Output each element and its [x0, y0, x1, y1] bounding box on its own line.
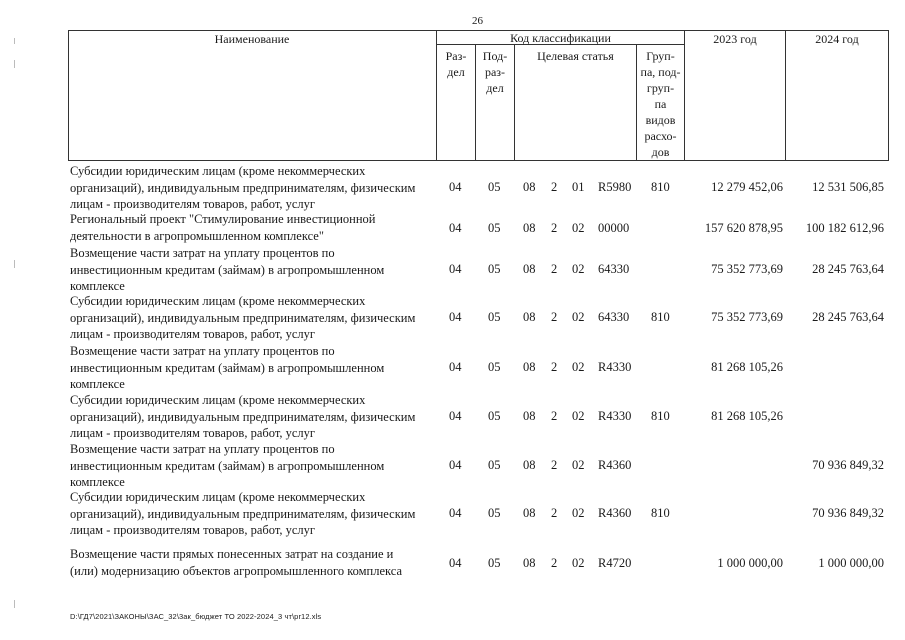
cell-target-subprogram: 2	[551, 458, 558, 472]
cell-amount-2024: 70 936 849,32	[812, 506, 884, 520]
cell-target-direction: R4330	[598, 360, 632, 374]
cell-razdel: 04	[449, 221, 462, 235]
cell-podrazdel: 05	[488, 180, 501, 194]
cell-target-project: 02	[572, 360, 585, 374]
page-number: 26	[472, 15, 483, 27]
cell-amount-2023: 75 352 773,69	[711, 310, 783, 324]
table-header	[68, 30, 888, 160]
cell-target-project: 02	[572, 221, 585, 235]
cell-podrazdel: 05	[488, 221, 501, 235]
cell-target-direction: R4720	[598, 556, 632, 570]
cell-target-subprogram: 2	[551, 360, 558, 374]
cell-target-project: 02	[572, 458, 585, 472]
cell-target-program: 08	[523, 556, 536, 570]
cell-amount-2023: 81 268 105,26	[711, 409, 783, 423]
row-name: Возмещение части затрат на уплату процентов по инвестиционным кредитам (займам) в агропромышленном комплексе	[70, 246, 385, 293]
file-path-footer: D:\ГД7\2021\ЗАКОНЫ\ЗАС_32\3ак_бюджет ТО 2022-2024_3 чт\pr12.xls	[70, 612, 322, 621]
cell-amount-2023: 75 352 773,69	[711, 262, 783, 276]
cell-amount-2024: 12 531 506,85	[812, 180, 884, 194]
cell-target-project: 02	[572, 310, 585, 324]
cell-razdel: 04	[449, 556, 462, 570]
cell-target-direction: 64330	[598, 310, 630, 324]
header-razdel: Раз- дел	[445, 49, 467, 79]
cell-podrazdel: 05	[488, 262, 501, 276]
cell-podrazdel: 05	[488, 506, 501, 520]
cell-amount-2024: 100 182 612,96	[805, 221, 884, 235]
cell-target-project: 02	[572, 556, 585, 570]
cell-target-program: 08	[523, 506, 536, 520]
cell-target-direction: R4360	[598, 458, 632, 472]
cell-podrazdel: 05	[488, 458, 501, 472]
cell-razdel: 04	[449, 409, 462, 423]
cell-target-direction: 64330	[598, 262, 630, 276]
cell-target-program: 08	[523, 310, 536, 324]
cell-amount-2023: 1 000 000,00	[717, 556, 783, 570]
cell-target-subprogram: 2	[551, 262, 558, 276]
scan-margin-mark	[14, 600, 15, 608]
cell-target-project: 02	[572, 506, 585, 520]
cell-amount-2023: 81 268 105,26	[711, 360, 783, 374]
cell-podrazdel: 05	[488, 310, 501, 324]
cell-target-program: 08	[523, 409, 536, 423]
cell-target-program: 08	[523, 458, 536, 472]
scan-margin-mark	[14, 38, 15, 44]
cell-razdel: 04	[449, 310, 462, 324]
cell-target-direction: 00000	[598, 221, 630, 235]
cell-target-subprogram: 2	[551, 506, 558, 520]
cell-podrazdel: 05	[488, 360, 501, 374]
cell-target-subprogram: 2	[551, 310, 558, 324]
cell-target-direction: R4330	[598, 409, 632, 423]
row-name: Возмещение части затрат на уплату процентов по инвестиционным кредитам (займам) в агропромышленном комплексе	[70, 442, 385, 489]
cell-target-project: 02	[572, 262, 585, 276]
cell-target-project: 02	[572, 409, 585, 423]
cell-target-subprogram: 2	[551, 180, 558, 194]
cell-amount-2024: 28 245 763,64	[812, 310, 884, 324]
cell-amount-2024: 70 936 849,32	[812, 458, 884, 472]
row-name: Субсидии юридическим лицам (кроме некоммерческих организаций), индивидуальным предпринимателям, физическим лицам - производителям товаров, работ, услуг	[70, 164, 416, 211]
cell-target-project: 01	[572, 180, 585, 194]
header-2023: 2023 год	[713, 32, 757, 46]
header-podrazdel: Под- раз- дел	[482, 49, 508, 95]
row-name: Субсидии юридическим лицам (кроме некоммерческих организаций), индивидуальным предпринимателям, физическим лицам - производителям товаров, работ, услуг	[70, 294, 416, 341]
row-name: Субсидии юридическим лицам (кроме некоммерческих организаций), индивидуальным предпринимателям, физическим лицам - производителям товаров, работ, услуг	[70, 490, 416, 537]
cell-target-program: 08	[523, 221, 536, 235]
cell-target-direction: R4360	[598, 506, 632, 520]
cell-target-direction: R5980	[598, 180, 632, 194]
row-name: Региональный проект "Стимулирование инвестиционной деятельности в агропромышленном комплексе"	[70, 212, 376, 243]
cell-razdel: 04	[449, 458, 462, 472]
cell-razdel: 04	[449, 180, 462, 194]
cell-expense-group: 810	[651, 409, 670, 423]
cell-target-program: 08	[523, 360, 536, 374]
header-name: Наименование	[214, 32, 290, 46]
header-target: Целевая статья	[537, 49, 614, 63]
cell-target-subprogram: 2	[551, 556, 558, 570]
cell-target-program: 08	[523, 262, 536, 276]
cell-amount-2023: 12 279 452,06	[711, 180, 783, 194]
cell-razdel: 04	[449, 262, 462, 276]
header-code: Код классификации	[510, 31, 611, 45]
cell-podrazdel: 05	[488, 409, 501, 423]
cell-podrazdel: 05	[488, 556, 501, 570]
header-2024: 2024 год	[815, 32, 859, 46]
cell-expense-group: 810	[651, 310, 670, 324]
row-name: Субсидии юридическим лицам (кроме некоммерческих организаций), индивидуальным предпринимателям, физическим лицам - производителям товаров, работ, услуг	[70, 393, 416, 440]
cell-amount-2024: 28 245 763,64	[812, 262, 884, 276]
cell-razdel: 04	[449, 506, 462, 520]
cell-expense-group: 810	[651, 506, 670, 520]
row-name: Возмещение части прямых понесенных затрат на создание и (или) модернизацию объектов агропромышленного комплекса	[70, 547, 403, 578]
header-group: Груп- па, под- груп- па видов расхо- дов	[640, 49, 681, 159]
cell-amount-2023: 157 620 878,95	[704, 221, 783, 235]
cell-target-subprogram: 2	[551, 409, 558, 423]
row-name: Возмещение части затрат на уплату процентов по инвестиционным кредитам (займам) в агропромышленном комплексе	[70, 344, 385, 391]
cell-target-subprogram: 2	[551, 221, 558, 235]
cell-expense-group: 810	[651, 180, 670, 194]
scan-margin-mark	[14, 260, 15, 268]
cell-amount-2024: 1 000 000,00	[818, 556, 884, 570]
scan-margin-mark	[14, 60, 15, 68]
cell-razdel: 04	[449, 360, 462, 374]
cell-target-program: 08	[523, 180, 536, 194]
